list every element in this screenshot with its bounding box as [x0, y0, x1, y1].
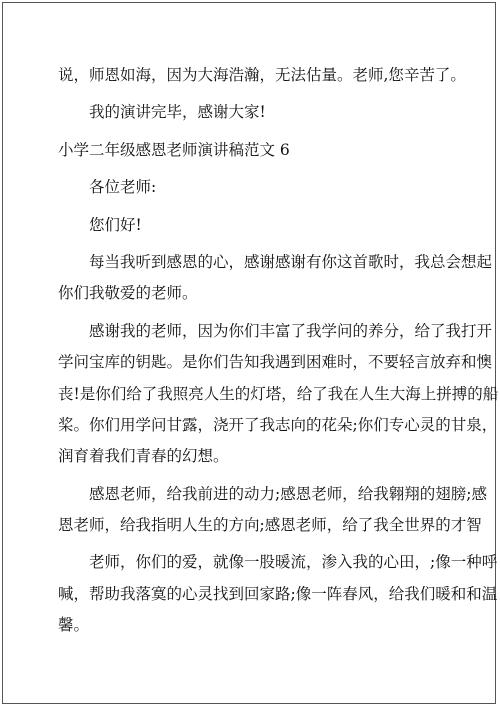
paragraph-line: 馨。 [58, 616, 90, 635]
paragraph-line: 恩老师，给我指明人生的方向;感恩老师，给了我全世界的才智 [58, 516, 482, 535]
document-body [58, 60, 499, 642]
salutation: 各位老师: [89, 178, 157, 197]
paragraph-line: 老师，你们的爱，就像一股暖流，渗入我的心田，;像一种呼 [89, 553, 498, 572]
paragraph-line: 桨。你们用学问甘露，浇开了我志向的花朵;你们专心灵的甘泉， [58, 415, 498, 434]
paragraph-line: 丧!是你们给了我照亮人生的灯塔，给了我在人生大海上拼搏的船 [58, 384, 499, 403]
paragraph-line: 学问宝库的钥匙。是你们告知我遇到困难时，不要轻言放弃和懊 [58, 353, 493, 372]
closing-line: 我的演讲完毕，感谢大家! [89, 103, 266, 122]
greeting: 您们好! [89, 215, 142, 234]
paragraph-line: 感谢我的老师，因为你们丰富了我学问的养分，给了我打开 [89, 321, 493, 340]
paragraph-line: 你们我敬爱的老师。 [58, 284, 198, 303]
paragraph-line: 润育着我们青春的幻想。 [58, 447, 229, 466]
paragraph-line: 每当我听到感恩的心，感谢感谢有你这首歌时，我总会想起 [89, 252, 493, 271]
paragraph-line: 说，师恩如海，因为大海浩瀚，无法估量。老师,您辛苦了。 [58, 66, 466, 84]
paragraph-line: 感恩老师，给我前进的动力;感恩老师，给我翱翔的翅膀;感 [89, 484, 487, 503]
section-title: 小学二年级感恩老师演讲稿范文 6 [58, 140, 290, 159]
paragraph-line: 喊，帮助我落寞的心灵找到回家路;像一阵春风，给我们暖和和温 [58, 584, 498, 603]
